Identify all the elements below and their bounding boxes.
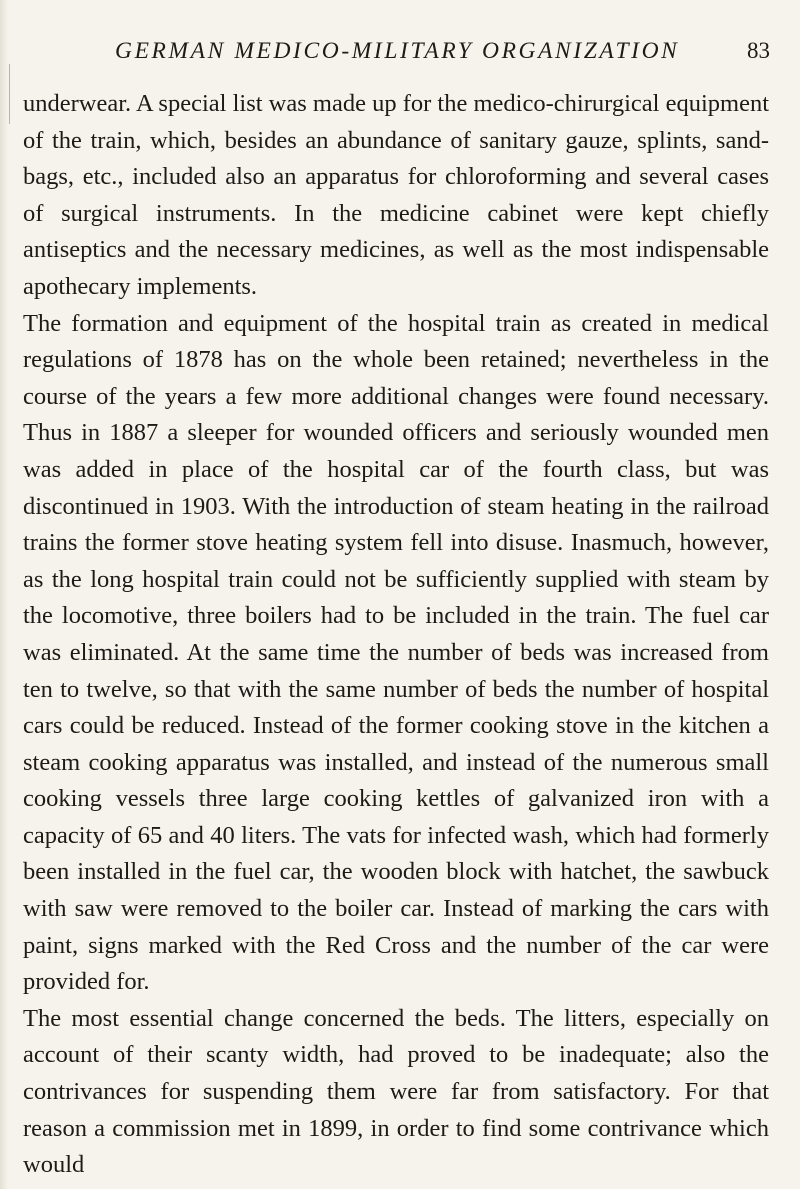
running-head: GERMAN MEDICO-MILITARY ORGANIZATION	[115, 38, 680, 64]
margin-rule	[9, 64, 10, 124]
page-header	[0, 34, 800, 68]
paragraph: The formation and equipment of the hospital train as created in medical regulations of 1878 has on the whole been retained; nevertheless in the course of the years a few more additional changes were found necessary. Thus in 1887 a sleeper for wounded officers and seriously wounded men was added in place of the hospital car of the fourth class, but was discontinued in 1903. With the introduction of steam heating in the railroad trains the former stove heating system fell into disuse. Inasmuch, however, as the long hospital train could not be sufficiently supplied with steam by the locomotive, three boilers had to be included in the train. The fuel car was eliminated. At the same time the number of beds was increased from ten to twelve, so that with the same number of beds the number of hospital cars could be reduced. Instead of the former cooking stove in the kitchen a steam cooking apparatus was installed, and instead of the numerous small cooking vessels three large cooking kettles of galvanized iron with a capacity of 65 and 40 liters. The vats for infected wash, which had formerly been installed in the fuel car, the wooden block with hatchet, the sawbuck with saw were removed to the boiler car. Instead of marking the cars with paint, signs marked with the Red Cross and the number of the car were provided for.	[23, 309, 769, 996]
page-number: 83	[747, 38, 770, 63]
page-edge	[0, 0, 8, 1189]
paragraph: The most essential change concerned the beds. The litters, especially on account of their scanty width, had proved to be inadequate; also the contrivances for suspending them were far from satisfactory. For that reason a commission met in 1899, in order to find some contrivance which would	[23, 1004, 769, 1179]
body-text	[23, 86, 769, 1184]
paragraph: underwear. A special list was made up for the medico-chirurgical equipment of the train, which, besides an abundance of sanitary gauze, splints, sand-bags, etc., included also an apparatus for chloroforming and several cases of surgical instruments. In the medicine cabinet were kept chiefly antiseptics and the necessary medicines, as well as the most indispensable apothecary implements.	[23, 90, 769, 300]
